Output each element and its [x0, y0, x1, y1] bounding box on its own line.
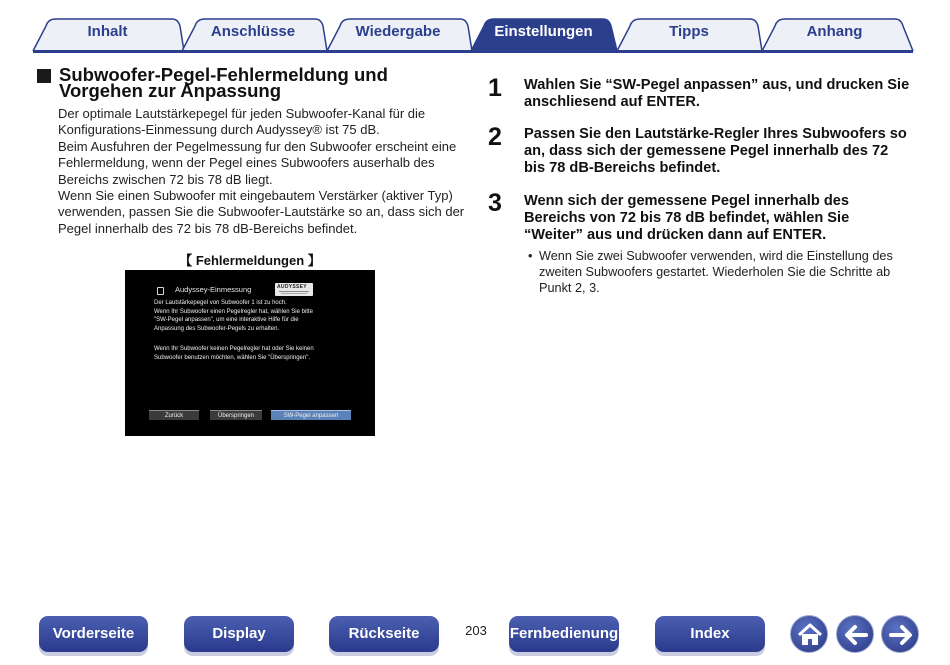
vorderseite-button[interactable] [39, 616, 148, 652]
screen-message-line: Anpassung des Subwoofer-Pegels zu erhalten. [154, 326, 280, 332]
step-line: an, dass sich der gemessene Pegel innerhalb des 72 [524, 143, 889, 160]
arrow-right-icon [882, 616, 920, 654]
step-2-number: 2 [488, 123, 502, 151]
figure-caption: 【 Fehlermeldungen 】 [179, 253, 321, 268]
intro-line: Wenn Sie einen Subwoofer mit eingebautem Verstärker (aktiver Typ) [58, 188, 453, 204]
error-screen-image [125, 270, 375, 436]
tab-tipps[interactable]: Tipps [669, 23, 709, 40]
step-line: anschliesend auf ENTER. [524, 94, 700, 111]
step-line: “Weiter” aus und drücken dann auf ENTER. [524, 227, 827, 244]
note-line: Wenn Sie zwei Subwoofer verwenden, wird die Einstellung des [539, 249, 893, 263]
intro-line: Fehlermeldung, wenn der Pegel eines Subwoofers auserhalb des [58, 155, 435, 171]
heading-square-icon [37, 69, 51, 83]
rueckseite-button[interactable] [329, 616, 439, 652]
step-3-note [528, 248, 908, 297]
audyssey-logo [275, 283, 313, 296]
step-line: bis 78 dB-Bereichs befindet. [524, 160, 721, 177]
step-2-text [524, 126, 924, 178]
back-page-button[interactable] [836, 615, 874, 653]
bullet-dot: • [528, 249, 533, 263]
intro-line: Der optimale Lautstärkepegel für jeden Subwoofer-Kanal für die [58, 106, 426, 121]
screen-skip-button: Überspringen [210, 410, 262, 420]
intro-line: Beim Ausfuhren der Pegelmessung fur den Subwoofer erscheint eine [58, 138, 457, 154]
button-label: Fernbedienung [509, 625, 619, 642]
screen-title: Audyssey-Einmessung [175, 285, 252, 294]
tab-anhang[interactable]: Anhang [806, 23, 863, 40]
heading-line-1: Subwoofer-Pegel-Fehlermeldung und [59, 64, 388, 85]
home-button[interactable] [790, 615, 828, 653]
heading-line-2: Vorgehen zur Anpassung [59, 80, 282, 101]
step-3-text [524, 193, 924, 245]
display-button[interactable] [184, 616, 294, 652]
step-line: Bereichs von 72 bis 78 dB befindet, wählen Sie [524, 210, 850, 227]
index-button[interactable] [655, 616, 765, 652]
button-label: Rückseite [348, 625, 420, 642]
screen-message-line: "SW-Pegel anpassen", um eine interaktive Hilfe für die [154, 317, 299, 323]
brand-text: AUDYSSEY [277, 284, 307, 290]
tab-anschluesse[interactable]: Anschlüsse [210, 23, 296, 40]
button-label: Display [212, 625, 266, 642]
step-line: Wahlen Sie “SW-Pegel anpassen” aus, und drucken Sie [524, 77, 910, 93]
screen-message-line: Wenn Ihr Subwoofer keinen Pegelregler hat oder Sie keinen [154, 346, 314, 352]
page-number: 203 [465, 623, 487, 638]
tab-inhalt[interactable]: Inhalt [87, 23, 128, 40]
step-line: Passen Sie den Lautstärke-Regler Ihres Subwoofers so [524, 126, 907, 142]
button-label: Vorderseite [52, 625, 135, 642]
intro-line: Konfigurations-Einmessung durch Audyssey® ist 75 dB. [58, 122, 380, 138]
note-line: zweiten Subwoofers gestartet. Wiederholen Sie die Schritte ab [539, 265, 891, 280]
note-line: Punkt 2, 3. [539, 281, 600, 296]
intro-line: Pegel innerhalb des 72 bis 78 dB-Bereichs befindet. [58, 220, 358, 236]
step-line: Wenn sich der gemessene Pegel innerhalb des [524, 193, 849, 209]
fernbedienung-button[interactable] [509, 616, 619, 652]
step-1-text [524, 77, 924, 111]
screen-message-line: Der Lautstärkepegel von Subwoofer 1 ist zu hoch. [154, 300, 287, 306]
intro-line: verwenden, passen Sie die Subwoofer-Lautstärke so an, dass sich der [58, 204, 465, 220]
intro-line: Bereichs zwischen 72 bis 78 dB liegt. [58, 171, 273, 187]
top-tab-bar [0, 0, 950, 56]
arrow-left-icon [837, 616, 875, 654]
step-3-number: 3 [488, 189, 502, 217]
screen-sw-level-button: SW-Pegel anpassen [271, 410, 351, 420]
step-1-number: 1 [488, 74, 502, 102]
screen-back-button: Zurück [149, 410, 199, 420]
tab-einstellungen[interactable]: Einstellungen [494, 23, 593, 40]
screen-message-line: Wenn Ihr Subwoofer einen Pegelregler hat, wählen Sie bitte [154, 309, 313, 315]
home-icon [791, 616, 829, 654]
button-label: Index [690, 625, 730, 642]
audyssey-setup-icon [157, 287, 164, 295]
next-page-button[interactable] [881, 615, 919, 653]
intro-text [58, 106, 468, 237]
tab-wiedergabe[interactable]: Wiedergabe [355, 23, 441, 40]
screen-message-line: Subwoofer benutzen möchten, wählen Sie "Überspringen". [154, 355, 311, 361]
